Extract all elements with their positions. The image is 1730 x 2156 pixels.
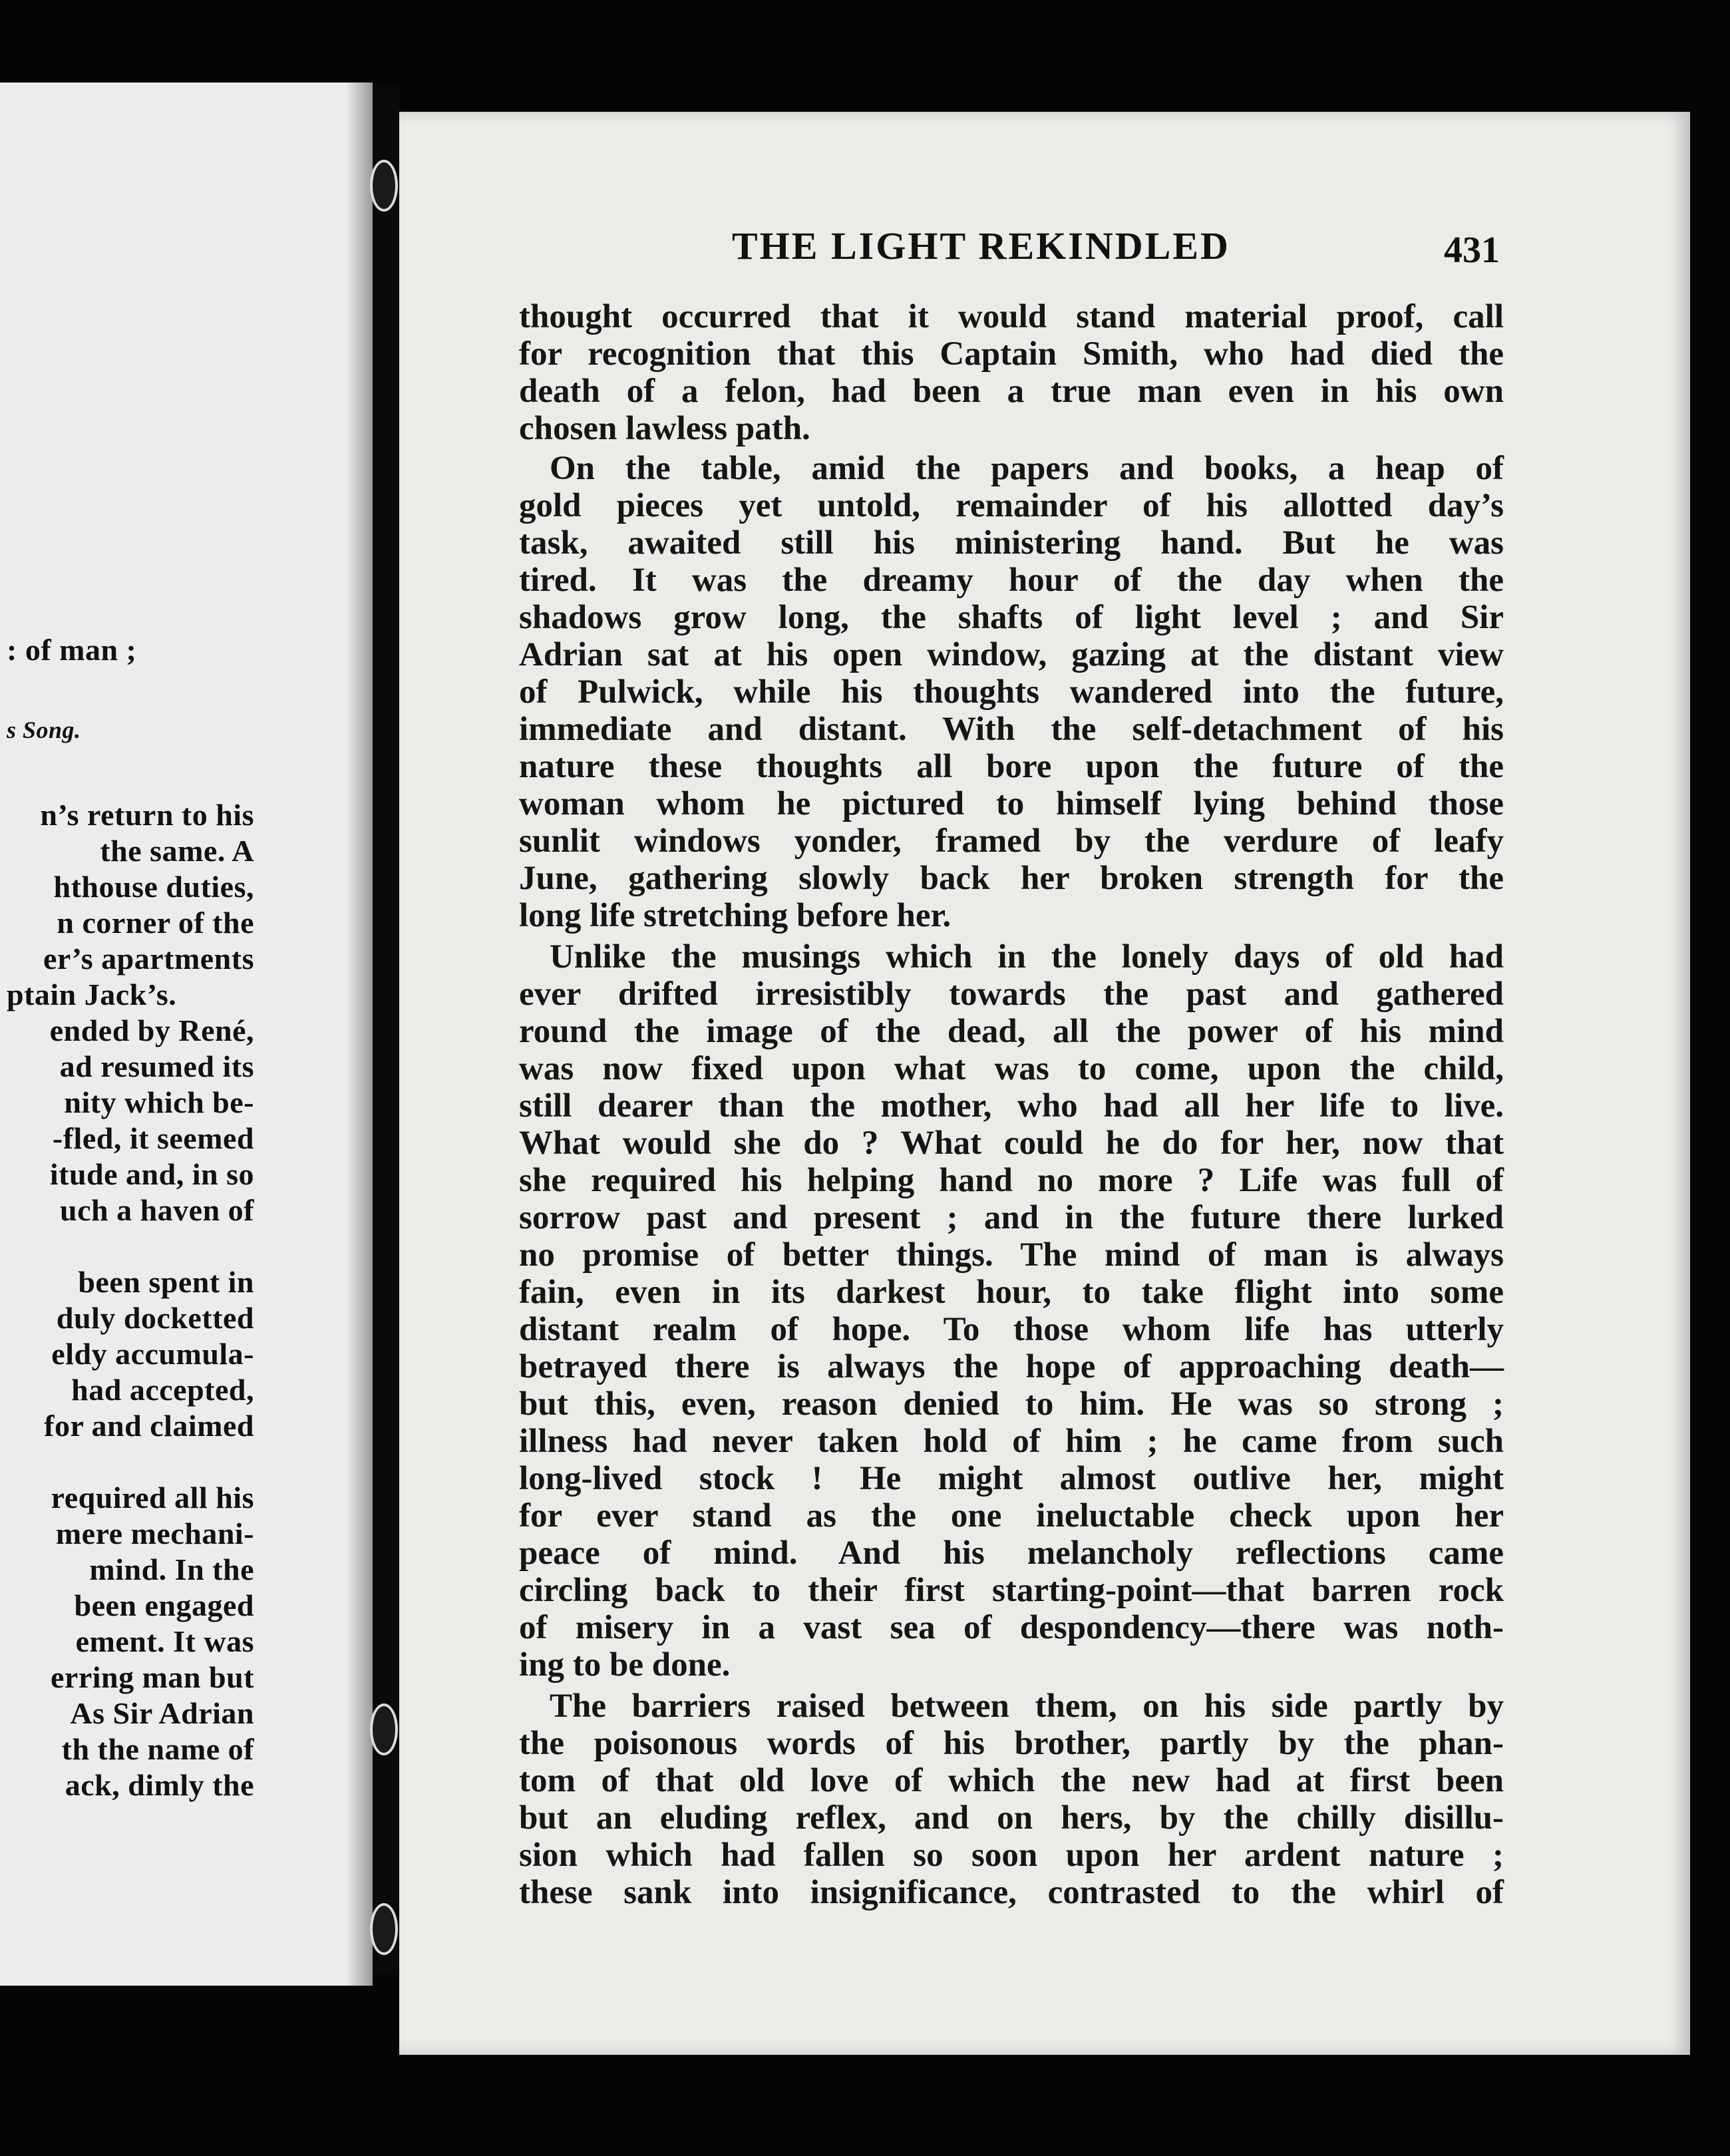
text-line: the poisonous words of his brother, partly by the phan- [519,1725,1504,1762]
text-line: woman whom he pictured to himself lying behind those [519,785,1504,822]
left-line: ended by René, [49,1013,254,1047]
left-line: the same. A [100,834,254,868]
text-line: still dearer than the mother, who had all her life to live. [519,1087,1504,1125]
left-line: : of man ; [7,633,137,667]
left-line: nity which be- [64,1085,254,1119]
text-line: betrayed there is always the hope of approaching death— [519,1348,1504,1385]
left-line: duly docketted [56,1301,254,1335]
text-line: immediate and distant. With the self-detachment of his [519,711,1504,748]
left-line: n corner of the [57,906,254,940]
text-line: peace of mind. And his melancholy reflections came [519,1534,1504,1572]
text-line: for recognition that this Captain Smith, who had died the [519,335,1504,373]
left-line: ad resumed its [59,1049,254,1083]
left-line: been spent in [78,1265,254,1299]
text-line: sion which had fallen so soon upon her ardent nature ; [519,1837,1504,1874]
left-line: s Song. [7,717,81,743]
left-line: for and claimed [44,1409,254,1443]
text-line: sorrow past and present ; and in the future there lurked [519,1199,1504,1236]
text-line: long life stretching before her. [519,897,952,934]
left-line: er’s apartments [43,942,254,976]
text-line: June, gathering slowly back her broken strength for the [519,860,1504,897]
text-line: but this, even, reason denied to him. He was so strong ; [519,1385,1504,1423]
text-line: round the image of the dead, all the power of his mind [519,1013,1504,1050]
left-line: ement. It was [75,1624,254,1658]
text-line: for ever stand as the one ineluctable check upon her [519,1497,1504,1534]
text-line: distant realm of hope. To those whom life has utterly [519,1311,1504,1348]
text-line: sunlit windows yonder, framed by the verdure of leafy [519,822,1504,860]
text-line: The barriers raised between them, on his side partly by [550,1688,1504,1725]
left-line: hthouse duties, [53,870,254,904]
text-line: no promise of better things. The mind of man is always [519,1236,1504,1274]
text-line: shadows grow long, the shafts of light level ; and Sir [519,599,1504,636]
left-line: th the name of [61,1732,254,1766]
left-line: itude and, in so [49,1157,254,1191]
running-head: THE LIGHT REKINDLED [732,224,1230,268]
text-line: tired. It was the dreamy hour of the day when the [519,562,1504,599]
left-line: n’s return to his [40,798,254,832]
left-line: eldy accumula- [51,1337,254,1371]
left-line: erring man but [51,1660,254,1694]
text-line: task, awaited still his ministering hand. But he was [519,524,1504,562]
text-line: of Pulwick, while his thoughts wandered into the future, [519,673,1504,711]
text-line: these sank into insignificance, contrasted to the whirl of [519,1874,1504,1911]
text-line: Adrian sat at his open window, gazing at the distant view [519,636,1504,673]
text-line: gold pieces yet untold, remainder of his allotted day’s [519,487,1504,524]
text-line: fain, even in its darkest hour, to take flight into some [519,1274,1504,1311]
text-line: tom of that old love of which the new had at first been [519,1762,1504,1799]
text-line: was now fixed upon what was to come, upon the child, [519,1050,1504,1087]
text-line: illness had never taken hold of him ; he came from such [519,1423,1504,1460]
text-line: long-lived stock ! He might almost outlive her, might [519,1460,1504,1497]
left-line: ack, dimly the [65,1768,254,1802]
left-line: ptain Jack’s. [7,978,177,1011]
left-line: As Sir Adrian [70,1696,254,1730]
text-line: but an eluding reflex, and on hers, by the chilly disillu- [519,1799,1504,1837]
text-line: What would she do ? What could he do for her, now that [519,1125,1504,1162]
text-line: ever drifted irresistibly towards the past and gathered [519,976,1504,1013]
text-line: she required his helping hand no more ? Life was full of [519,1162,1504,1199]
text-line: chosen lawless path. [519,410,810,447]
text-line: ing to be done. [519,1646,731,1684]
left-line: mind. In the [89,1552,254,1586]
text-line: death of a felon, had been a true man even in his own [519,373,1504,410]
text-line: thought occurred that it would stand material proof, call [519,298,1504,335]
page-number: 431 [1444,230,1500,271]
left-line: uch a haven of [60,1193,254,1227]
left-line: been engaged [74,1588,254,1622]
left-line: had accepted, [71,1373,254,1407]
text-line: nature these thoughts all bore upon the future of the [519,748,1504,785]
left-line: mere mechani- [55,1517,254,1550]
text-line: circling back to their first starting-point—that barren rock [519,1572,1504,1609]
text-line: On the table, amid the papers and books, a heap of [550,450,1504,487]
text-line: Unlike the musings which in the lonely days of old had [550,938,1504,976]
left-line: -fled, it seemed [52,1121,254,1155]
text-line: of misery in a vast sea of despondency—there was noth- [519,1609,1504,1646]
left-line: required all his [51,1481,254,1515]
